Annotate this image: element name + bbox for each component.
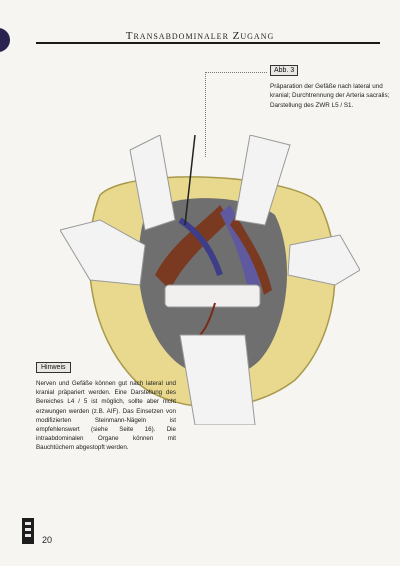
- retractor-bottom: [180, 335, 255, 425]
- running-header: Transabdominaler Zugang: [125, 30, 275, 42]
- note-label: Hinweis: [36, 362, 71, 373]
- leader-line: [205, 72, 267, 73]
- intervertebral-disc: [165, 285, 260, 307]
- note-text: Nerven und Gefäße können gut nach lateral und kranial präpariert werden. Eine Darstellung des Bereiches L4 / 5 ist möglich, sollte aber nicht erzwungen werden (z.B. AIF). Das Einsetzen von modifizierten Steinmann-Nägeln ist empfehlenswert (siehe Seite 16). Die intraabdominalen Organe können mit Bauchtüchern abgestopft werden.: [36, 380, 176, 452]
- header-rule: [36, 42, 380, 44]
- page-number: 20: [42, 535, 53, 545]
- figure-label: Abb. 3: [270, 65, 298, 76]
- figure-caption: Präparation der Gefäße nach lateral und kranial; Durchtrennung der Arteria sacralis; Darstellung des ZWR L5 / S1.: [270, 83, 390, 109]
- spine-icon: [20, 518, 36, 544]
